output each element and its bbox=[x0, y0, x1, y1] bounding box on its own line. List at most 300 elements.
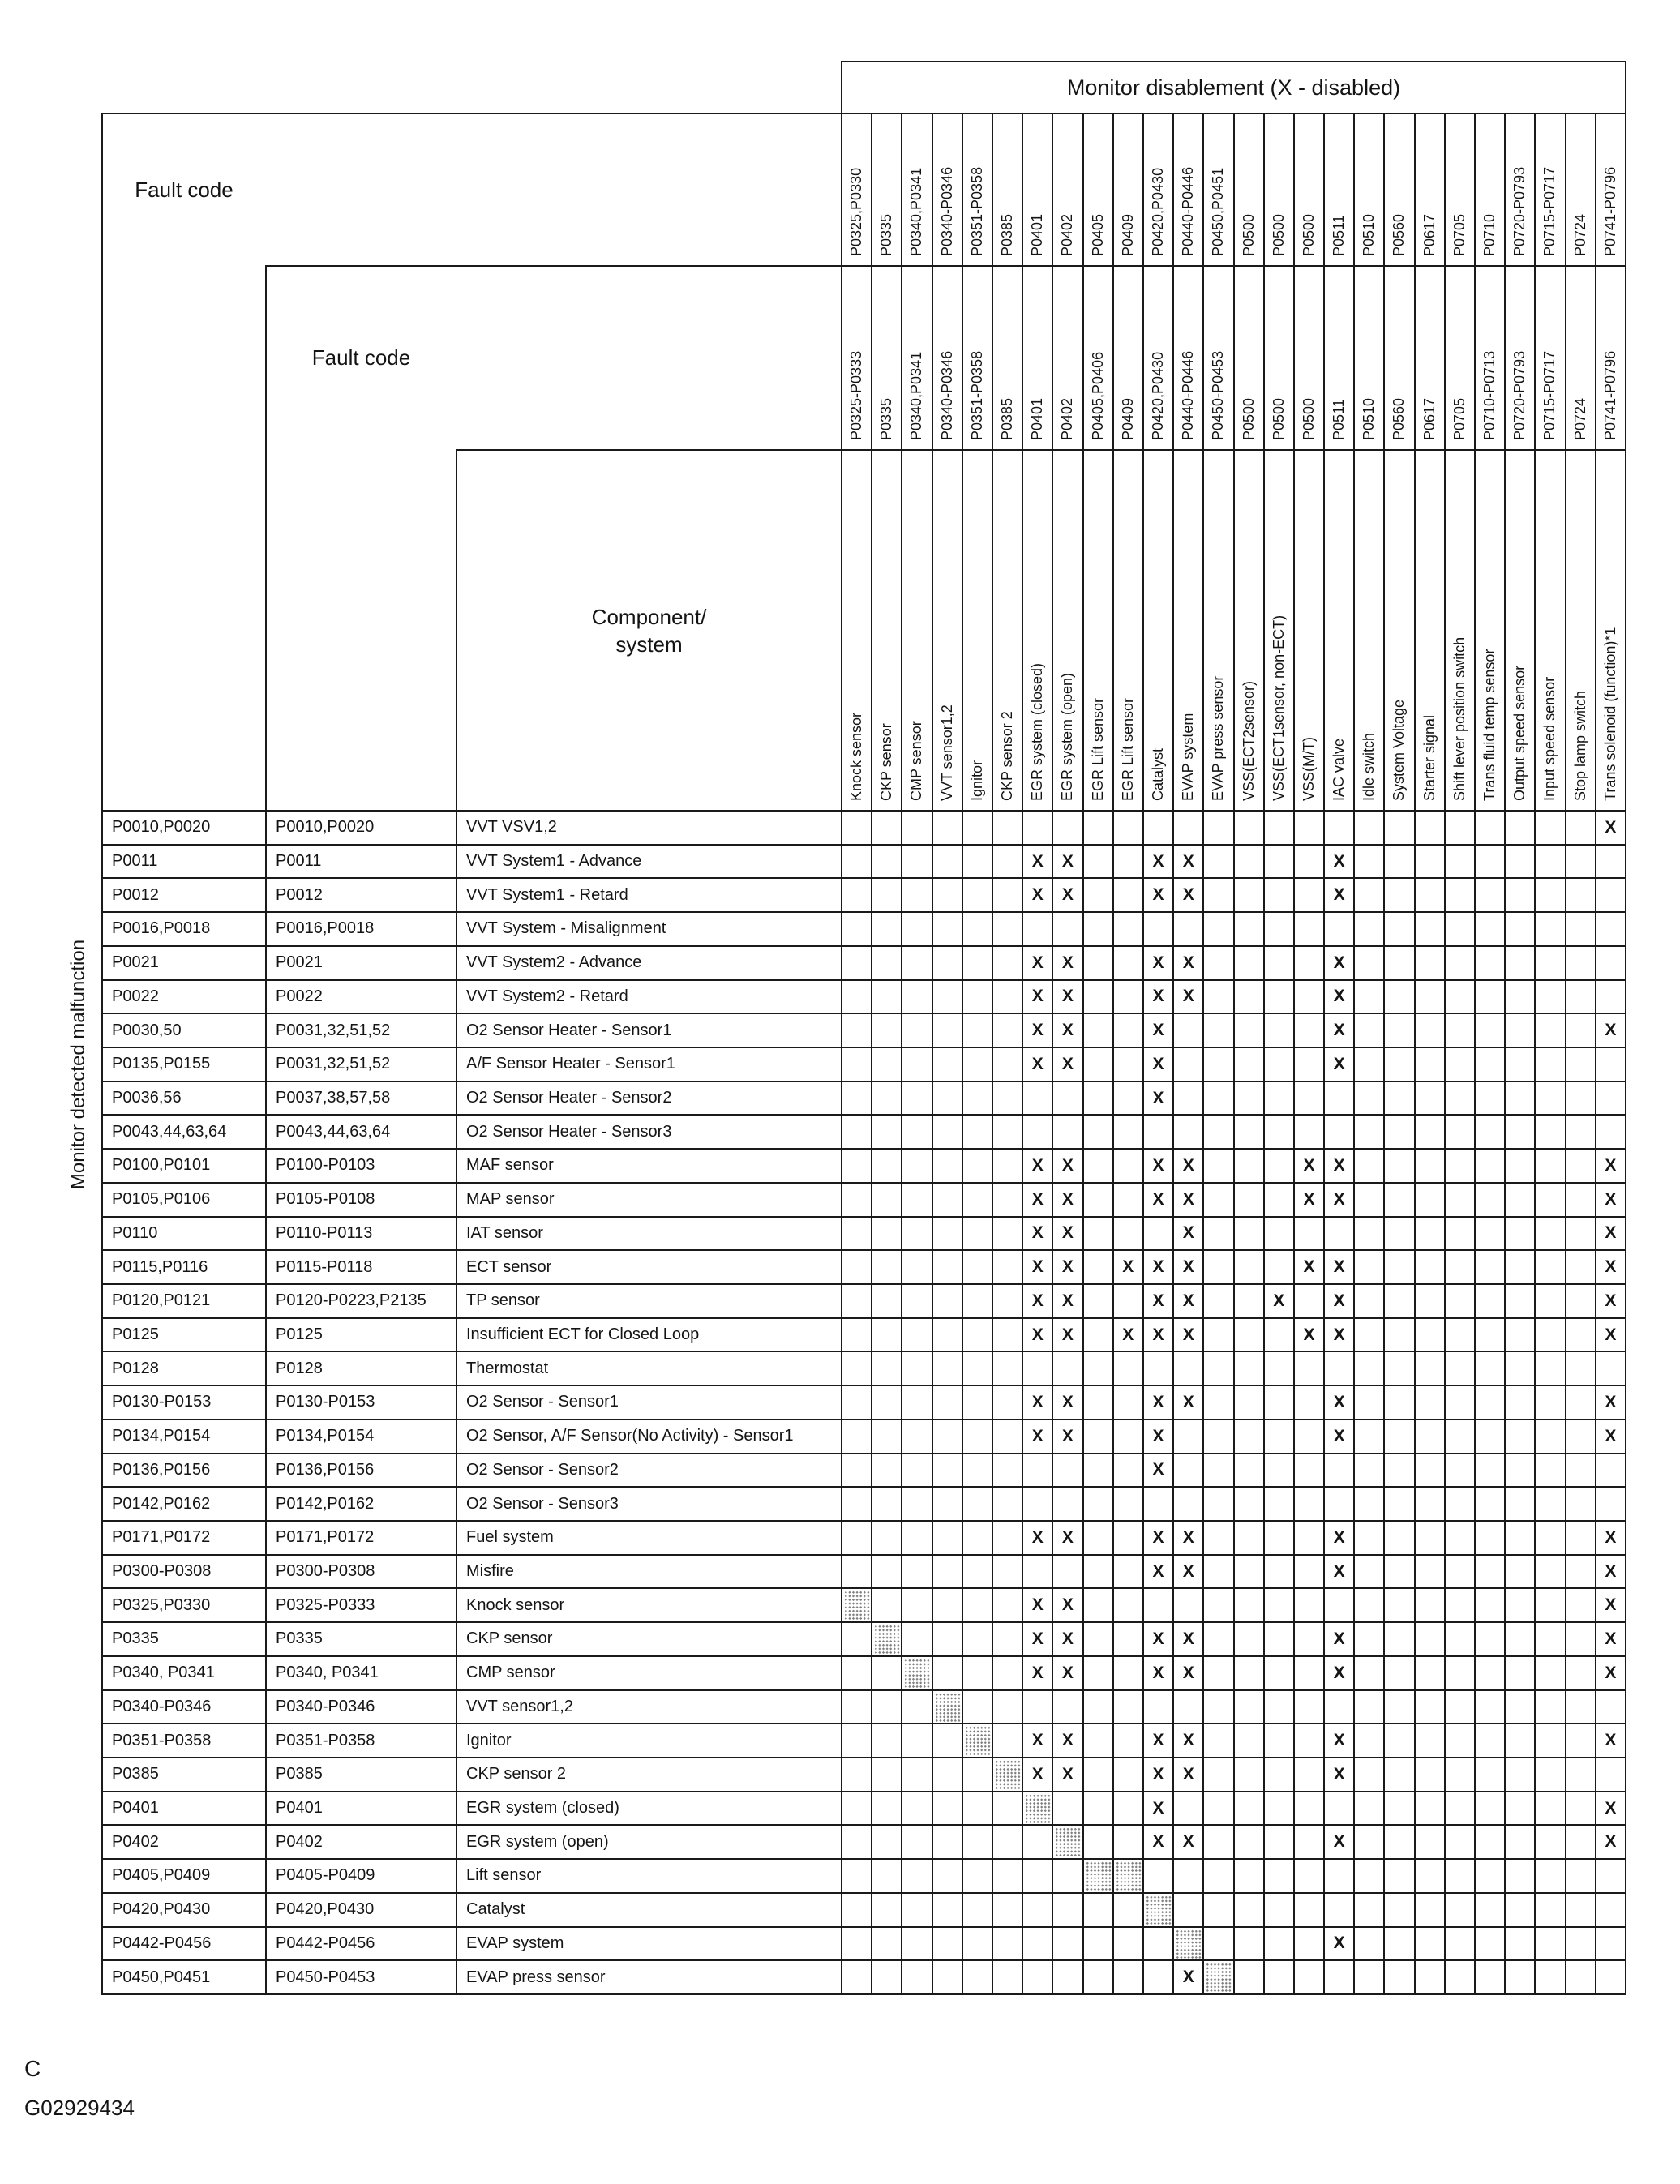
self-code-hatch-cell bbox=[934, 1692, 961, 1723]
grid-line bbox=[101, 810, 1626, 812]
column-fault-code-mid-label: P0500 bbox=[1270, 397, 1287, 440]
row-fault-code-1-cell: P0335 bbox=[112, 1629, 159, 1648]
row-fault-code-1-cell: P0016,P0018 bbox=[112, 919, 211, 938]
row-component-cell: TP sensor bbox=[466, 1291, 540, 1310]
grid-line bbox=[1444, 113, 1446, 1995]
disablement-x-mark: X bbox=[1061, 1764, 1074, 1784]
column-component-label: VVT sensor1,2 bbox=[938, 704, 955, 801]
disablement-x-mark: X bbox=[1333, 953, 1345, 972]
disablement-x-mark: X bbox=[1152, 1832, 1164, 1852]
row-fault-code-1-cell: P0300-P0308 bbox=[112, 1562, 212, 1581]
fault-code-header-1: Fault code bbox=[135, 177, 234, 202]
grid-line bbox=[901, 113, 902, 1995]
disablement-x-mark: X bbox=[1605, 1223, 1617, 1243]
row-fault-code-1-cell: P0030,50 bbox=[112, 1021, 182, 1039]
disablement-x-mark: X bbox=[1333, 1731, 1345, 1750]
column-component-label: VSS(M/T) bbox=[1300, 737, 1317, 801]
column-component-label: Idle switch bbox=[1361, 732, 1378, 801]
disablement-x-mark: X bbox=[1031, 987, 1044, 1006]
row-fault-code-2-cell: P0110-P0113 bbox=[276, 1223, 373, 1242]
disablement-x-mark: X bbox=[1605, 1561, 1617, 1581]
row-fault-code-1-cell: P0115,P0116 bbox=[112, 1257, 208, 1276]
column-component-label: Output speed sensor bbox=[1511, 665, 1528, 801]
disablement-x-mark: X bbox=[1152, 1527, 1164, 1547]
row-fault-code-2-cell: P0043,44,63,64 bbox=[276, 1122, 391, 1141]
column-fault-code-mid-label: P0385 bbox=[998, 397, 1015, 440]
grid-line bbox=[1383, 113, 1385, 1995]
grid-line bbox=[101, 113, 1626, 114]
column-fault-code-mid-label: P0409 bbox=[1119, 397, 1136, 440]
row-fault-code-2-cell: P0011 bbox=[276, 852, 322, 871]
disablement-x-mark: X bbox=[1031, 1764, 1044, 1784]
column-fault-code-top-label: P0450,P0451 bbox=[1210, 167, 1227, 256]
disablement-x-mark: X bbox=[1031, 1257, 1044, 1277]
disablement-x-mark: X bbox=[1031, 1392, 1044, 1411]
column-component-label: Shift lever position switch bbox=[1451, 636, 1468, 801]
disablement-x-mark: X bbox=[1182, 1223, 1194, 1243]
disablement-x-mark: X bbox=[1152, 1021, 1164, 1040]
grid-line bbox=[101, 1791, 1626, 1792]
row-component-cell: Catalyst bbox=[466, 1900, 525, 1919]
disablement-x-mark: X bbox=[1182, 1392, 1194, 1411]
disablement-x-mark: X bbox=[1031, 851, 1044, 871]
row-fault-code-2-cell: P0171,P0172 bbox=[276, 1528, 375, 1547]
disablement-x-mark: X bbox=[1031, 1223, 1044, 1243]
disablement-x-mark: X bbox=[1182, 1561, 1194, 1581]
disablement-x-mark: X bbox=[1333, 1561, 1345, 1581]
row-fault-code-2-cell: P0120-P0223,P2135 bbox=[276, 1291, 426, 1310]
disablement-x-mark: X bbox=[1333, 1426, 1345, 1445]
grid-line bbox=[101, 979, 1626, 981]
self-code-hatch-cell bbox=[873, 1624, 900, 1655]
disablement-x-mark: X bbox=[1333, 1663, 1345, 1682]
column-component-label: CKP sensor bbox=[878, 723, 895, 801]
column-fault-code-top-label: P0325,P0330 bbox=[848, 167, 864, 256]
disablement-x-mark: X bbox=[1182, 1527, 1194, 1547]
row-component-cell: O2 Sensor - Sensor1 bbox=[466, 1393, 619, 1411]
column-fault-code-top-label: P0705 bbox=[1451, 213, 1468, 256]
grid-line bbox=[1082, 113, 1084, 1995]
grid-line bbox=[101, 1824, 1626, 1826]
row-component-cell: O2 Sensor Heater - Sensor3 bbox=[466, 1122, 672, 1141]
grid-line bbox=[1565, 113, 1566, 1995]
disablement-x-mark: X bbox=[1182, 1731, 1194, 1750]
column-fault-code-mid-label: P0715-P0717 bbox=[1541, 350, 1558, 440]
row-component-cell: VVT VSV1,2 bbox=[466, 818, 557, 837]
grid-line bbox=[1504, 113, 1506, 1995]
row-component-cell: CKP sensor bbox=[466, 1629, 553, 1648]
row-fault-code-2-cell: P0340, P0341 bbox=[276, 1664, 379, 1682]
disablement-x-mark: X bbox=[1152, 1731, 1164, 1750]
disablement-x-mark: X bbox=[1152, 1291, 1164, 1310]
disablement-x-mark: X bbox=[1605, 1291, 1617, 1310]
grid-line bbox=[1233, 113, 1235, 1995]
disablement-x-mark: X bbox=[1333, 1392, 1345, 1411]
disablement-x-mark: X bbox=[1182, 953, 1194, 972]
row-fault-code-1-cell: P0010,P0020 bbox=[112, 818, 211, 837]
row-component-cell: O2 Sensor Heater - Sensor2 bbox=[466, 1089, 672, 1107]
grid-line bbox=[101, 1655, 1626, 1657]
column-fault-code-mid-label: P0720-P0793 bbox=[1511, 350, 1528, 440]
column-component-label: CKP sensor 2 bbox=[998, 711, 1015, 801]
column-fault-code-top-label: P0420,P0430 bbox=[1149, 167, 1166, 256]
disablement-x-mark: X bbox=[1605, 1731, 1617, 1750]
row-fault-code-2-cell: P0401 bbox=[276, 1799, 323, 1818]
row-component-cell: VVT System2 - Retard bbox=[466, 987, 628, 1005]
grid-line bbox=[101, 1047, 1626, 1048]
grid-line bbox=[101, 877, 1626, 879]
disablement-x-mark: X bbox=[1061, 885, 1074, 905]
disablement-x-mark: X bbox=[1061, 1155, 1074, 1175]
column-component-label: Knock sensor bbox=[848, 712, 864, 801]
row-fault-code-2-cell: P0340-P0346 bbox=[276, 1697, 375, 1715]
row-component-cell: Ignitor bbox=[466, 1731, 512, 1749]
grid-line bbox=[1353, 113, 1355, 1995]
column-fault-code-top-label: P0351-P0358 bbox=[968, 166, 985, 256]
disablement-x-mark: X bbox=[1182, 851, 1194, 871]
disablement-x-mark: X bbox=[1333, 1054, 1345, 1073]
column-fault-code-top-label: P0340-P0346 bbox=[938, 166, 955, 256]
grid-line bbox=[101, 1959, 1626, 1961]
column-component-label: EVAP press sensor bbox=[1210, 675, 1227, 801]
disablement-x-mark: X bbox=[1031, 1021, 1044, 1040]
row-fault-code-2-cell: P0021 bbox=[276, 953, 323, 972]
row-component-cell: Misfire bbox=[466, 1562, 514, 1581]
disablement-x-mark: X bbox=[1333, 1629, 1345, 1648]
grid-line bbox=[101, 1114, 1626, 1116]
disablement-x-mark: X bbox=[1031, 1189, 1044, 1209]
disablement-x-mark: X bbox=[1061, 851, 1074, 871]
disablement-x-mark: X bbox=[1031, 1595, 1044, 1615]
column-fault-code-top-label: P0710 bbox=[1481, 213, 1498, 256]
row-fault-code-1-cell: P0340-P0346 bbox=[112, 1697, 212, 1715]
disablement-x-mark: X bbox=[1182, 1764, 1194, 1784]
disablement-x-mark: X bbox=[1031, 1054, 1044, 1073]
grid-line bbox=[265, 265, 1626, 267]
column-component-label: Trans solenoid (function)*1 bbox=[1601, 627, 1618, 801]
grid-line bbox=[101, 1757, 1626, 1758]
grid-line bbox=[101, 1081, 1626, 1082]
disablement-x-mark: X bbox=[1605, 1189, 1617, 1209]
column-component-label: EVAP system bbox=[1180, 713, 1197, 801]
row-fault-code-2-cell: P0125 bbox=[276, 1325, 323, 1344]
disablement-x-mark: X bbox=[1182, 1629, 1194, 1648]
row-fault-code-1-cell: P0171,P0172 bbox=[112, 1528, 211, 1547]
grid-line bbox=[101, 1317, 1626, 1319]
row-fault-code-2-cell: P0022 bbox=[276, 987, 323, 1005]
disablement-x-mark: X bbox=[1061, 1527, 1074, 1547]
disablement-x-mark: X bbox=[1061, 1731, 1074, 1750]
column-fault-code-mid-label: P0450-P0453 bbox=[1210, 350, 1227, 440]
grid-line bbox=[1595, 113, 1596, 1995]
disablement-x-mark: X bbox=[1061, 953, 1074, 972]
column-component-label: VSS(ECT1sensor, non-ECT) bbox=[1270, 615, 1287, 801]
row-fault-code-1-cell: P0130-P0153 bbox=[112, 1393, 212, 1411]
row-fault-code-1-cell: P0036,56 bbox=[112, 1089, 182, 1107]
disablement-x-mark: X bbox=[1122, 1257, 1134, 1277]
column-fault-code-mid-label: P0440-P0446 bbox=[1180, 350, 1197, 440]
grid-line bbox=[101, 1858, 1626, 1860]
grid-line bbox=[992, 113, 993, 1995]
row-component-cell: EVAP press sensor bbox=[466, 1968, 606, 1986]
column-component-label: Stop lamp switch bbox=[1571, 690, 1588, 801]
disablement-x-mark: X bbox=[1152, 1561, 1164, 1581]
row-fault-code-1-cell: P0136,P0156 bbox=[112, 1460, 211, 1479]
disablement-x-mark: X bbox=[1061, 1663, 1074, 1682]
disablement-x-mark: X bbox=[1061, 1595, 1074, 1615]
disablement-x-mark: X bbox=[1605, 1832, 1617, 1852]
column-fault-code-mid-label: P0710-P0713 bbox=[1481, 350, 1498, 440]
column-fault-code-top-label: P0560 bbox=[1391, 213, 1408, 256]
disablement-x-mark: X bbox=[1333, 1189, 1345, 1209]
column-fault-code-mid-label: P0724 bbox=[1571, 397, 1588, 440]
row-fault-code-2-cell: P0385 bbox=[276, 1765, 323, 1784]
column-fault-code-top-label: P0617 bbox=[1421, 213, 1438, 256]
grid-line bbox=[101, 1926, 1626, 1928]
row-fault-code-1-cell: P0450,P0451 bbox=[112, 1968, 211, 1986]
row-fault-code-1-cell: P0110 bbox=[112, 1223, 158, 1242]
row-component-cell: MAF sensor bbox=[466, 1156, 554, 1175]
disablement-x-mark: X bbox=[1182, 1968, 1194, 1987]
row-fault-code-2-cell: P0128 bbox=[276, 1359, 323, 1377]
column-fault-code-top-label: P0500 bbox=[1300, 213, 1317, 256]
grid-line bbox=[101, 911, 1626, 913]
row-component-cell: Knock sensor bbox=[466, 1595, 565, 1614]
column-fault-code-mid-label: P0340,P0341 bbox=[908, 351, 925, 440]
disablement-x-mark: X bbox=[1152, 1054, 1164, 1073]
self-code-hatch-cell bbox=[994, 1759, 1021, 1790]
disablement-x-mark: X bbox=[1333, 1155, 1345, 1175]
column-fault-code-top-label: P0741-P0796 bbox=[1601, 166, 1618, 256]
grid-line bbox=[456, 449, 457, 1995]
disablement-x-mark: X bbox=[1152, 1798, 1164, 1818]
disablement-x-mark: X bbox=[1061, 1054, 1074, 1073]
column-fault-code-top-label: P0511 bbox=[1331, 215, 1348, 256]
row-component-cell: A/F Sensor Heater - Sensor1 bbox=[466, 1055, 675, 1073]
disablement-x-mark: X bbox=[1182, 1189, 1194, 1209]
disablement-x-mark: X bbox=[1182, 1291, 1194, 1310]
grid-line bbox=[1202, 113, 1204, 1995]
row-component-cell: O2 Sensor, A/F Sensor(No Activity) - Sensor1 bbox=[466, 1427, 794, 1445]
disablement-x-mark: X bbox=[1605, 1021, 1617, 1040]
row-fault-code-1-cell: P0351-P0358 bbox=[112, 1731, 212, 1749]
row-fault-code-2-cell: P0420,P0430 bbox=[276, 1900, 375, 1919]
disablement-x-mark: X bbox=[1182, 885, 1194, 905]
disablement-x-mark: X bbox=[1333, 987, 1345, 1006]
disablement-x-mark: X bbox=[1605, 1629, 1617, 1648]
component-system-header bbox=[456, 450, 842, 811]
row-fault-code-2-cell: P0442-P0456 bbox=[276, 1933, 375, 1952]
disablement-x-mark: X bbox=[1061, 1291, 1074, 1310]
disablement-x-mark: X bbox=[1333, 1933, 1345, 1953]
footer-code: G02929434 bbox=[24, 2095, 135, 2120]
disablement-x-mark: X bbox=[1152, 1663, 1164, 1682]
grid-line bbox=[101, 1520, 1626, 1522]
disablement-x-mark: X bbox=[1303, 1257, 1315, 1277]
grid-line bbox=[1293, 113, 1295, 1995]
column-component-label: Catalyst bbox=[1149, 747, 1166, 801]
disablement-x-mark: X bbox=[1333, 1257, 1345, 1277]
column-fault-code-top-label: P0335 bbox=[878, 213, 895, 256]
row-fault-code-1-cell: P0402 bbox=[112, 1832, 159, 1851]
row-fault-code-1-cell: P0100,P0101 bbox=[112, 1156, 211, 1175]
row-fault-code-2-cell: P0450-P0453 bbox=[276, 1968, 375, 1986]
grid-line bbox=[101, 113, 103, 1995]
grid-line bbox=[101, 1283, 1626, 1285]
row-component-cell: Insufficient ECT for Closed Loop bbox=[466, 1325, 700, 1344]
column-fault-code-mid-label: P0401 bbox=[1029, 397, 1046, 440]
self-code-hatch-cell bbox=[1085, 1861, 1112, 1891]
disablement-x-mark: X bbox=[1061, 1426, 1074, 1445]
column-fault-code-mid-label: P0500 bbox=[1240, 397, 1257, 440]
disablement-x-mark: X bbox=[1333, 1527, 1345, 1547]
column-component-label: System Voltage bbox=[1391, 699, 1408, 801]
column-fault-code-top-label: P0720-P0793 bbox=[1511, 166, 1528, 256]
column-component-label: Starter signal bbox=[1421, 714, 1438, 801]
grid-line bbox=[101, 1486, 1626, 1488]
row-fault-code-2-cell: P0335 bbox=[276, 1629, 323, 1648]
disablement-x-mark: X bbox=[1031, 1155, 1044, 1175]
grid-line bbox=[1414, 113, 1416, 1995]
disablement-x-mark: X bbox=[1152, 1764, 1164, 1784]
disablement-x-mark: X bbox=[1605, 1325, 1617, 1344]
row-fault-code-2-cell: P0130-P0153 bbox=[276, 1393, 375, 1411]
grid-line bbox=[932, 113, 933, 1995]
grid-line bbox=[1625, 61, 1626, 1995]
row-component-cell: VVT System1 - Advance bbox=[466, 852, 642, 871]
column-fault-code-mid-label: P0340-P0346 bbox=[938, 350, 955, 440]
self-code-hatch-cell bbox=[903, 1658, 930, 1689]
self-code-hatch-cell bbox=[1115, 1861, 1142, 1891]
row-fault-code-1-cell: P0405,P0409 bbox=[112, 1866, 211, 1885]
row-fault-code-1-cell: P0340, P0341 bbox=[112, 1664, 215, 1682]
disablement-x-mark: X bbox=[1061, 1392, 1074, 1411]
column-component-label: Trans fluid temp sensor bbox=[1481, 649, 1498, 801]
column-fault-code-mid-label: P0335 bbox=[878, 397, 895, 440]
grid-line bbox=[456, 449, 1626, 451]
row-fault-code-2-cell: P0115-P0118 bbox=[276, 1257, 373, 1276]
row-fault-code-1-cell: P0120,P0121 bbox=[112, 1291, 211, 1310]
grid-line bbox=[101, 1892, 1626, 1894]
disablement-x-mark: X bbox=[1152, 953, 1164, 972]
column-component-label: CMP sensor bbox=[908, 721, 925, 801]
disablement-x-mark: X bbox=[1031, 885, 1044, 905]
component-system-header-line1: Component/ bbox=[591, 604, 707, 629]
disablement-x-mark: X bbox=[1605, 817, 1617, 837]
self-code-hatch-cell bbox=[964, 1725, 991, 1756]
disablement-x-mark: X bbox=[1182, 1663, 1194, 1682]
grid-line bbox=[1172, 113, 1174, 1995]
disablement-x-mark: X bbox=[1031, 1325, 1044, 1344]
disablement-x-mark: X bbox=[1152, 851, 1164, 871]
column-fault-code-top-label: P0500 bbox=[1270, 213, 1287, 256]
row-fault-code-2-cell: P0100-P0103 bbox=[276, 1156, 375, 1175]
disablement-x-mark: X bbox=[1061, 1629, 1074, 1648]
row-component-cell: O2 Sensor - Sensor3 bbox=[466, 1494, 619, 1513]
row-fault-code-1-cell: P0022 bbox=[112, 987, 159, 1005]
column-fault-code-mid-label: P0617 bbox=[1421, 397, 1438, 440]
row-fault-code-2-cell: P0134,P0154 bbox=[276, 1427, 375, 1445]
row-component-cell: Thermostat bbox=[466, 1359, 549, 1377]
self-code-hatch-cell bbox=[1054, 1826, 1081, 1857]
self-code-hatch-cell bbox=[1175, 1929, 1202, 1959]
disablement-x-mark: X bbox=[1333, 1291, 1345, 1310]
row-component-cell: EVAP system bbox=[466, 1933, 564, 1952]
grid-line bbox=[101, 1554, 1626, 1556]
disablement-x-mark: X bbox=[1031, 1527, 1044, 1547]
disablement-x-mark: X bbox=[1031, 1663, 1044, 1682]
grid-line bbox=[1022, 113, 1023, 1995]
disablement-x-mark: X bbox=[1061, 987, 1074, 1006]
self-code-hatch-cell bbox=[1145, 1895, 1172, 1925]
column-fault-code-mid-label: P0405,P0406 bbox=[1089, 351, 1106, 440]
column-fault-code-top-label: P0500 bbox=[1240, 213, 1257, 256]
disablement-x-mark: X bbox=[1333, 1764, 1345, 1784]
row-component-cell: Lift sensor bbox=[466, 1866, 542, 1885]
disablement-x-mark: X bbox=[1152, 1189, 1164, 1209]
row-fault-code-2-cell: P0405-P0409 bbox=[276, 1866, 375, 1885]
column-fault-code-top-label: P0510 bbox=[1361, 213, 1378, 256]
grid-line bbox=[1323, 113, 1325, 1995]
disablement-x-mark: X bbox=[1152, 1426, 1164, 1445]
row-component-cell: VVT sensor1,2 bbox=[466, 1697, 573, 1715]
row-component-cell: EGR system (open) bbox=[466, 1832, 609, 1851]
disablement-x-mark: X bbox=[1152, 885, 1164, 905]
column-fault-code-mid-label: P0325-P0333 bbox=[848, 350, 864, 440]
disablement-x-mark: X bbox=[1152, 1392, 1164, 1411]
disablement-x-mark: X bbox=[1061, 1189, 1074, 1209]
disablement-x-mark: X bbox=[1605, 1257, 1617, 1277]
disablement-x-mark: X bbox=[1333, 1832, 1345, 1852]
row-fault-code-1-cell: P0011 bbox=[112, 852, 158, 871]
row-component-cell: CMP sensor bbox=[466, 1664, 555, 1682]
disablement-x-mark: X bbox=[1333, 1021, 1345, 1040]
row-component-cell: O2 Sensor - Sensor2 bbox=[466, 1460, 619, 1479]
disablement-x-mark: X bbox=[1333, 1325, 1345, 1344]
row-component-cell: VVT System2 - Advance bbox=[466, 953, 642, 972]
disablement-x-mark: X bbox=[1031, 1629, 1044, 1648]
disablement-x-mark: X bbox=[1605, 1426, 1617, 1445]
disablement-x-mark: X bbox=[1273, 1291, 1285, 1310]
grid-line bbox=[101, 1148, 1626, 1150]
grid-line bbox=[101, 1419, 1626, 1420]
disablement-x-mark: X bbox=[1122, 1325, 1134, 1344]
column-component-label: Input speed sensor bbox=[1541, 676, 1558, 801]
disablement-x-mark: X bbox=[1152, 1629, 1164, 1648]
grid-line bbox=[101, 844, 1626, 846]
column-fault-code-mid-label: P0500 bbox=[1300, 397, 1317, 440]
grid-line bbox=[101, 1249, 1626, 1251]
disablement-x-mark: X bbox=[1061, 1223, 1074, 1243]
row-fault-code-1-cell: P0128 bbox=[112, 1359, 159, 1377]
row-fault-code-2-cell: P0016,P0018 bbox=[276, 919, 375, 938]
row-component-cell: CKP sensor 2 bbox=[466, 1765, 567, 1784]
disablement-x-mark: X bbox=[1303, 1189, 1315, 1209]
row-fault-code-2-cell: P0142,P0162 bbox=[276, 1494, 375, 1513]
row-fault-code-2-cell: P0300-P0308 bbox=[276, 1562, 375, 1581]
grid-line bbox=[1052, 113, 1053, 1995]
row-fault-code-2-cell: P0012 bbox=[276, 885, 323, 904]
column-component-label: EGR system (open) bbox=[1059, 672, 1076, 801]
column-fault-code-top-label: P0409 bbox=[1119, 213, 1136, 256]
disablement-x-mark: X bbox=[1182, 1832, 1194, 1852]
disablement-x-mark: X bbox=[1061, 1325, 1074, 1344]
row-component-cell: ECT sensor bbox=[466, 1257, 552, 1276]
column-fault-code-top-label: P0440-P0446 bbox=[1180, 166, 1197, 256]
row-fault-code-1-cell: P0135,P0155 bbox=[112, 1055, 211, 1073]
column-fault-code-top-label: P0385 bbox=[998, 213, 1015, 256]
grid-line bbox=[101, 1216, 1626, 1218]
